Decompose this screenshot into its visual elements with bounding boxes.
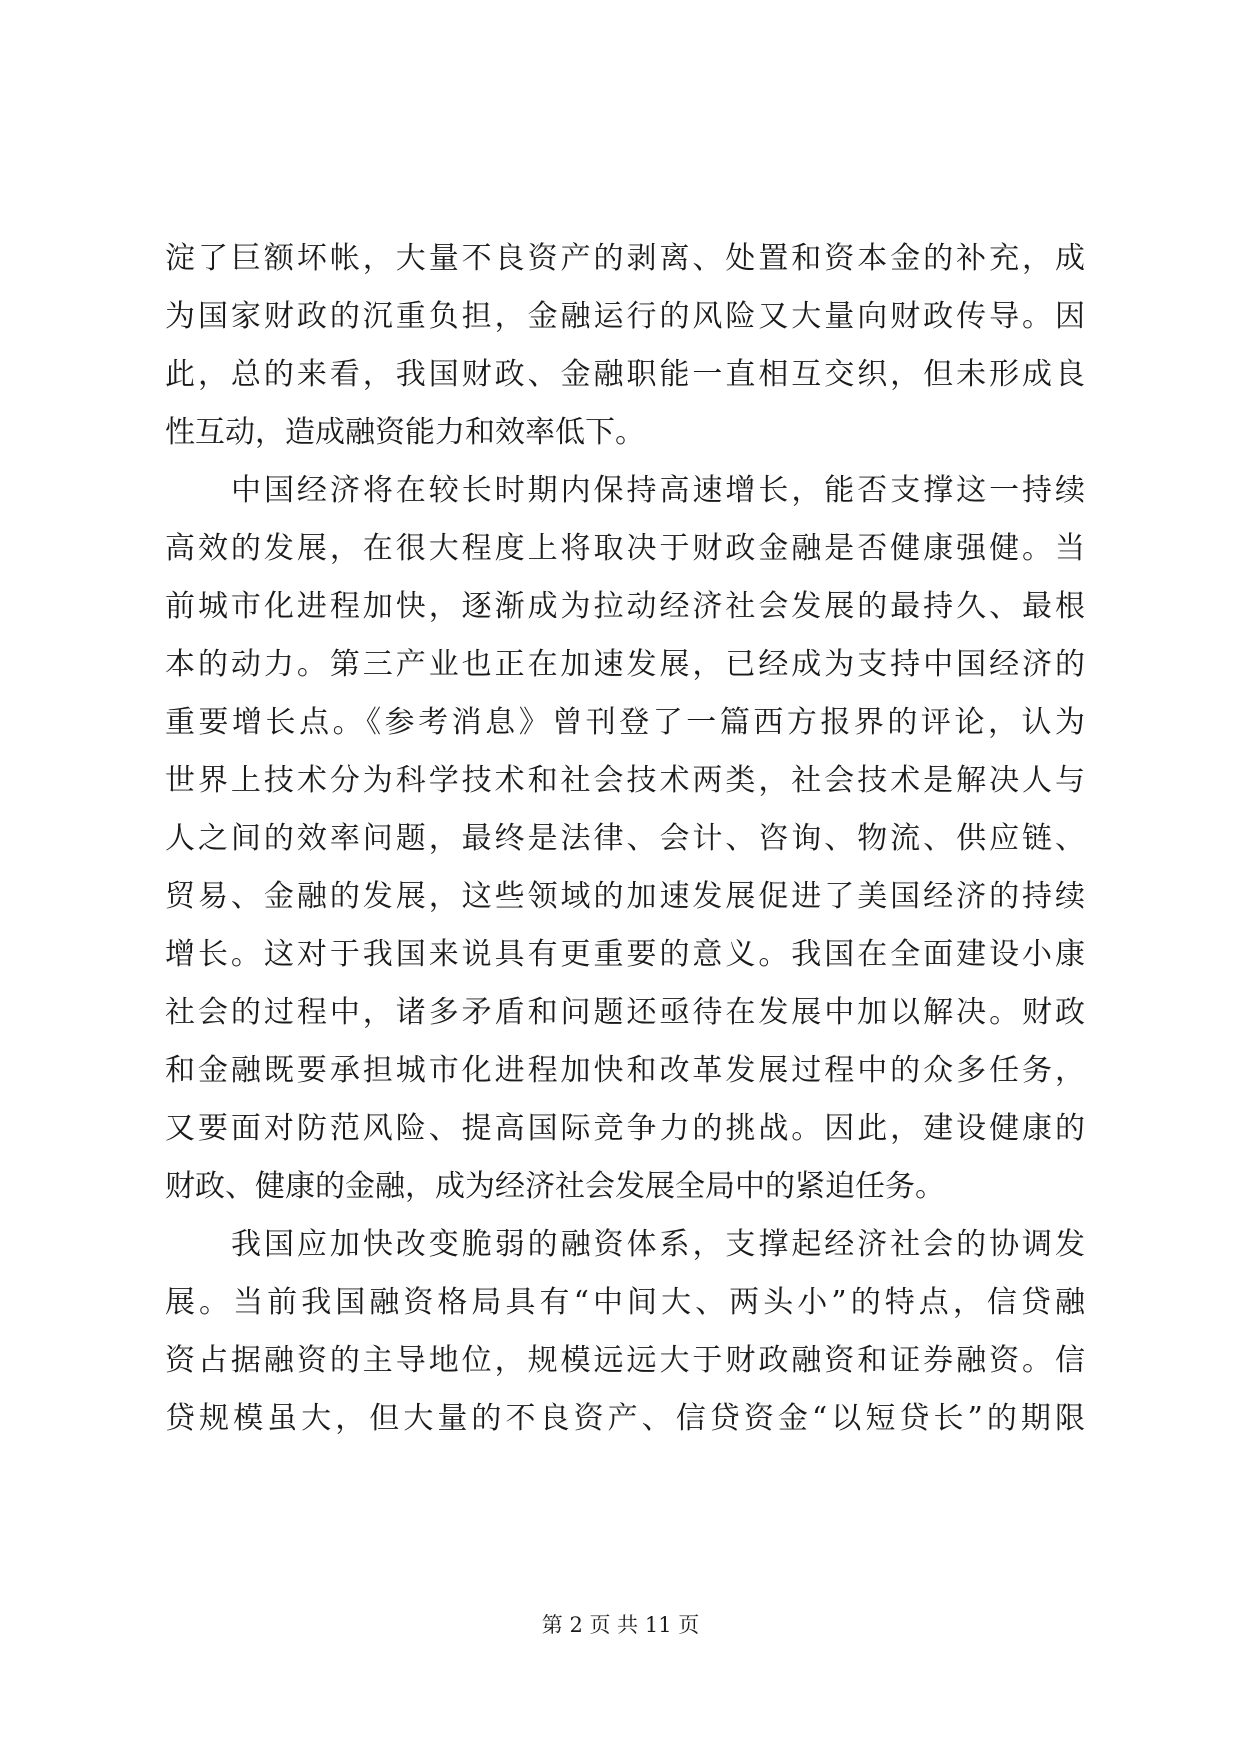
text-line: 前城市化进程加快，逐渐成为拉动经济社会发展的最持久、最根 (165, 589, 1085, 624)
text-line: 淀了巨额坏帐，大量不良资产的剥离、处置和资本金的补充，成 (165, 241, 1085, 276)
text-line: 财政、健康的金融，成为经济社会发展全局中的紧迫任务。 (165, 1169, 945, 1204)
text-line: 我国应加快改变脆弱的融资体系，支撑起经济社会的协调发 (231, 1227, 1085, 1262)
page-number-footer: 第 2 页 共 11 页 (541, 1613, 700, 1637)
text-line: 世界上技术分为科学技术和社会技术两类，社会技术是解决人与 (165, 763, 1085, 798)
text-line: 展。当前我国融资格局具有“中间大、两头小”的特点，信贷融 (165, 1285, 1085, 1320)
text-line: 重要增长点。《参考消息》曾刊登了一篇西方报界的评论，认为 (165, 705, 1085, 740)
text-line: 高效的发展，在很大程度上将取决于财政金融是否健康强健。当 (165, 531, 1085, 566)
text-line: 贷规模虽大，但大量的不良资产、信贷资金“以短贷长”的期限 (165, 1401, 1085, 1436)
text-line: 为国家财政的沉重负担，金融运行的风险又大量向财政传导。因 (165, 299, 1085, 334)
text-line: 性互动，造成融资能力和效率低下。 (165, 415, 645, 450)
text-line: 人之间的效率问题，最终是法律、会计、咨询、物流、供应链、 (165, 821, 1085, 856)
text-line: 资占据融资的主导地位，规模远远大于财政融资和证券融资。信 (165, 1343, 1085, 1378)
text-line: 社会的过程中，诸多矛盾和问题还亟待在发展中加以解决。财政 (165, 995, 1085, 1030)
body-text (165, 230, 1085, 1448)
text-line: 又要面对防范风险、提高国际竞争力的挑战。因此，建设健康的 (165, 1111, 1085, 1146)
text-line: 增长。这对于我国来说具有更重要的意义。我国在全面建设小康 (165, 937, 1085, 972)
text-line: 中国经济将在较长时期内保持高速增长，能否支撑这一持续 (231, 473, 1085, 508)
text-line: 和金融既要承担城市化进程加快和改革发展过程中的众多任务， (165, 1053, 1085, 1088)
text-line: 此，总的来看，我国财政、金融职能一直相互交织，但未形成良 (165, 357, 1085, 392)
text-line: 本的动力。第三产业也正在加速发展，已经成为支持中国经济的 (165, 647, 1085, 682)
text-line: 贸易、金融的发展，这些领域的加速发展促进了美国经济的持续 (165, 879, 1085, 914)
